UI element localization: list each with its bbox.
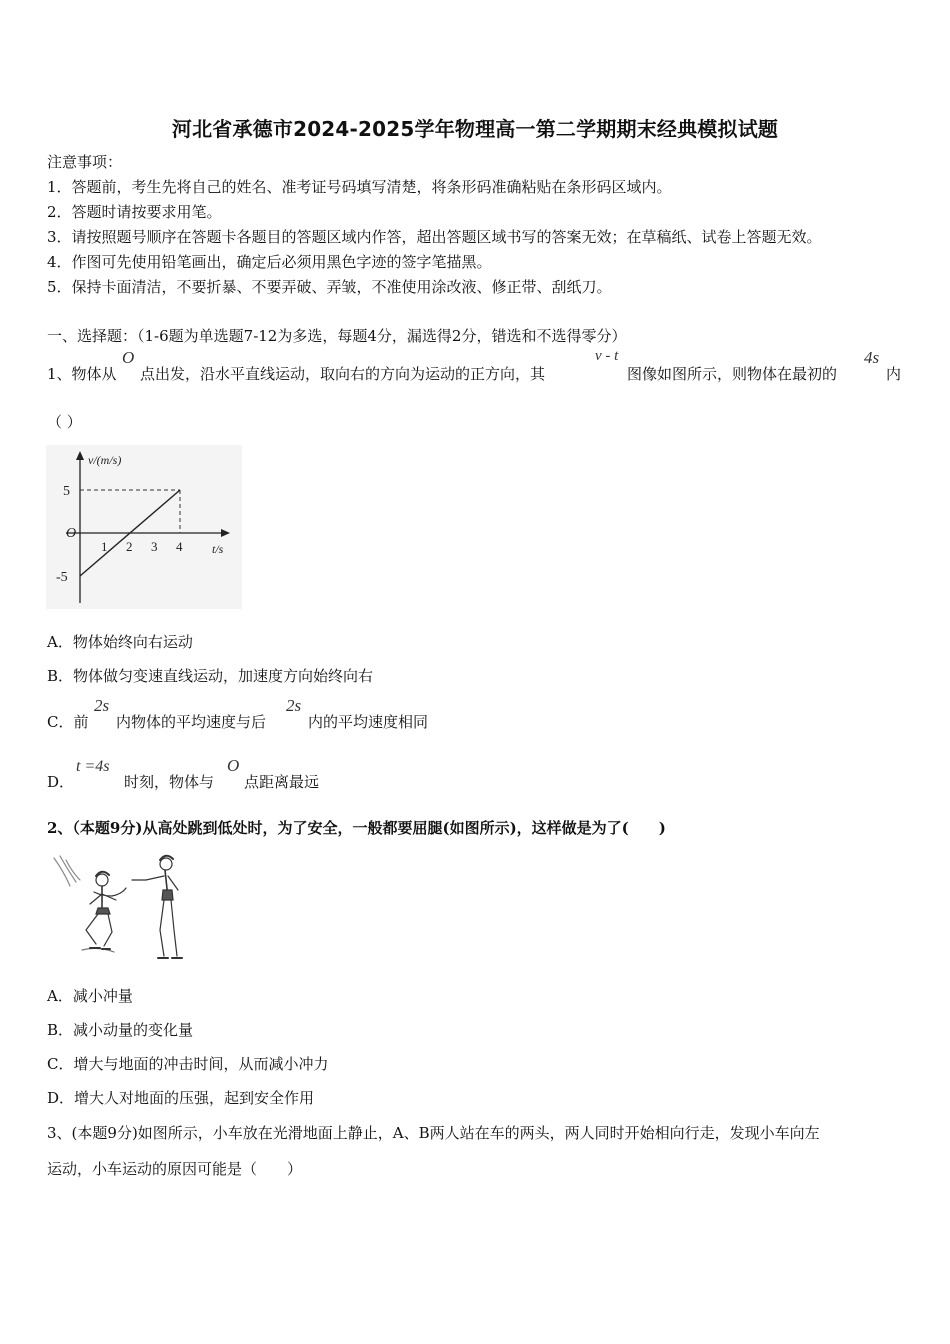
q1-stem-part: 内 — [886, 365, 902, 383]
q1-option-c-part: 内的平均速度相同 — [308, 713, 429, 731]
q1-option-c-symbol: 2s — [286, 696, 302, 715]
q1-option-d-part: D． — [47, 773, 75, 791]
y-tick-label: 5 — [63, 484, 70, 499]
q1-stem-part: 1、物体从 — [47, 365, 117, 383]
q2-stem: 2、（本题9分)从高处跳到低处时，为了安全，一般都要屈腿(如图所示)，这样做是为了( ) — [47, 819, 666, 837]
notice-item: 3．请按照题号顺序在答题卡各题目的答题区域内作答，超出答题区域书写的答案无效；在草稿纸、试卷上答题无效。 — [47, 228, 822, 246]
notice-item: 5．保持卡面清洁，不要折暴、不要弄破、弄皱，不准使用涂改液、修正带、刮纸刀。 — [47, 278, 612, 296]
y-axis-label: v/(m/s) — [88, 453, 122, 467]
q2-option-b: B．减小动量的变化量 — [47, 1021, 194, 1039]
q1-option-d-part: 时刻，物体与 — [124, 773, 215, 791]
x-tick-label: 4 — [176, 539, 183, 554]
q2-option-c: C．增大与地面的冲击时间，从而减小冲力 — [47, 1055, 329, 1073]
q1-symbol-4s: 4s — [864, 348, 880, 367]
q1-stem-part: 点出发，沿水平直线运动，取向右的方向为运动的正方向，其 — [140, 365, 546, 383]
q1-answer-paren: （ ） — [47, 413, 82, 431]
q1-symbol-vt: v - t — [595, 348, 619, 364]
q2-option-d: D．增大人对地面的压强，起到安全作用 — [47, 1089, 315, 1107]
notice-heading: 注意事项： — [47, 153, 123, 171]
motion-lines-icon — [54, 856, 80, 886]
notice-item: 4．作图可先使用铅笔画出，确定后必须用黑色字迹的签字笔描黑。 — [47, 253, 492, 271]
q3-stem-line: 运动，小车运动的原因可能是（ ） — [47, 1160, 303, 1178]
x-tick-label: 2 — [126, 539, 133, 554]
y-tick-label: -5 — [56, 570, 68, 585]
figure-head-icon — [96, 874, 108, 886]
notice-item: 2．答题时请按要求用笔。 — [47, 203, 222, 221]
section-heading: 一、选择题：（1-6题为单选题7-12为多选，每题4分，漏选得2分，错选和不选得零分） — [47, 327, 627, 345]
q2-option-a: A．减小冲量 — [47, 987, 133, 1005]
q3-stem-line: 3、(本题9分)如图所示，小车放在光滑地面上静止，A、B两人站在车的两头，两人同时开始相向行走，发现小车向左 — [47, 1124, 820, 1142]
q1-option-d-symbol: O — [227, 756, 240, 775]
notice-item: 1．答题前，考生先将自己的姓名、准考证号码填写清楚，将条形码准确粘贴在条形码区域内。 — [47, 178, 672, 196]
q1-symbol-O: O — [122, 348, 135, 367]
q1-option-c-part: 内物体的平均速度与后 — [116, 713, 267, 731]
origin-label: O — [66, 526, 77, 541]
q1-option-d-symbol: t =4s — [76, 758, 110, 775]
figure-head-icon — [160, 858, 172, 870]
x-tick-label: 1 — [101, 539, 108, 554]
q1-stem-part: 图像如图所示，则物体在最初的 — [627, 365, 838, 383]
vt-graph — [46, 445, 242, 609]
q1-option-d-part: 点距离最远 — [244, 773, 320, 791]
q1-option-c-symbol: 2s — [94, 696, 110, 715]
page-title: 河北省承德市2024-2025学年物理高一第二学期期末经典模拟试题 — [171, 117, 779, 141]
q1-option-b: B．物体做匀变速直线运动，加速度方向始终向右 — [47, 667, 374, 685]
q1-option-c-part: C．前 — [47, 713, 89, 731]
x-tick-label: 3 — [151, 539, 158, 554]
jump-illustration — [46, 850, 196, 968]
q1-option-a: A．物体始终向右运动 — [47, 633, 193, 651]
x-axis-label: t/s — [212, 542, 224, 556]
